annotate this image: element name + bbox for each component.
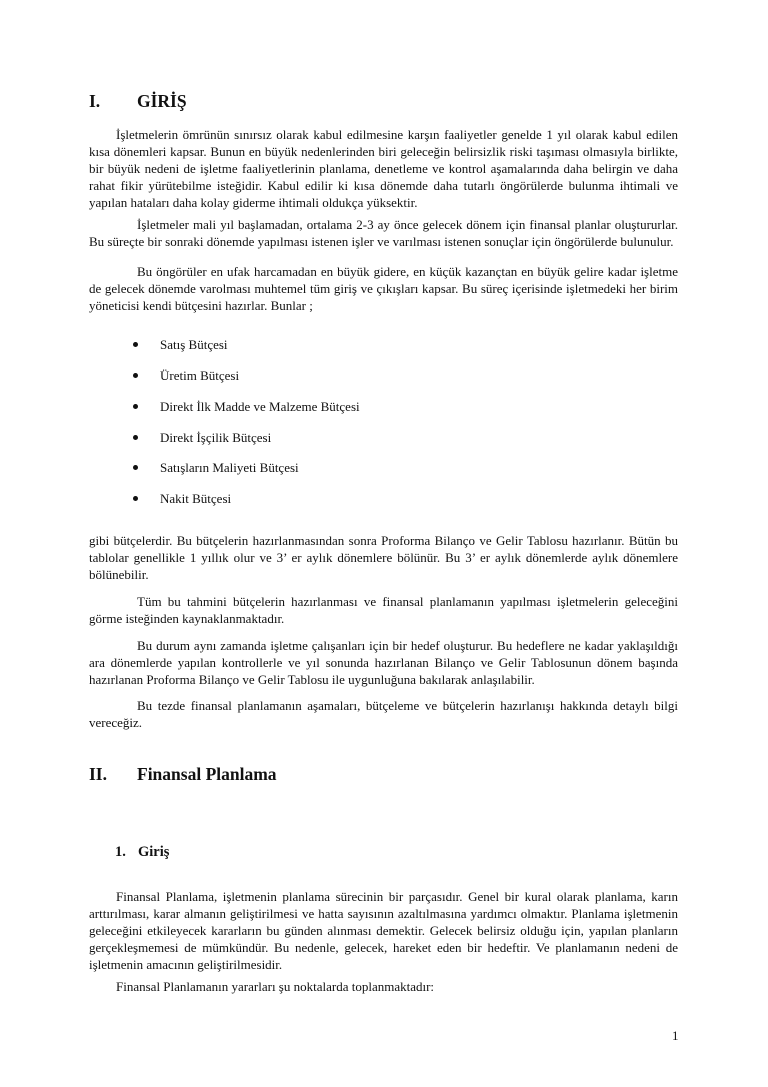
section-number: I. (89, 91, 101, 111)
subsection-number: 1. (115, 844, 126, 860)
subsection-heading-giris (115, 844, 169, 861)
bullet-icon (133, 496, 138, 501)
paragraph: İşletmeler mali yıl başlamadan, ortalama 2-3 ay önce gelecek dönem için finansal planlar oluştururlar. Bu süreçte bir sonraki dönemde yapılması istenen işler ve varılması istenen sonuçlar için öngörülerde bulunulur. (89, 217, 678, 249)
paragraph: gibi bütçelerdir. Bu bütçelerin hazırlanmasından sonra Proforma Bilanço ve Gelir Tablosu hazırlanır. Bütün bu tablolar genellikle 1 yıllık olur ve 3’ er aylık dönemlere bölünür. Bu 3’ er aylık dönemlerde aylık dönemlere bölünebilir. (89, 533, 678, 582)
bullet-icon (133, 373, 138, 378)
list-item: Nakit Bütçesi (89, 490, 678, 507)
paragraph: Tüm bu tahmini bütçelerin hazırlanması ve finansal planlamanın yapılması işletmelerin geleceğini görme isteğinden kaynaklanmaktadır. (89, 594, 678, 626)
list-item: Satışların Maliyeti Bütçesi (89, 459, 678, 476)
bullet-icon (133, 465, 138, 470)
bullet-icon (133, 404, 138, 409)
paragraph: Finansal Planlamanın yararları şu noktalarda toplanmaktadır: (116, 979, 435, 994)
bullet-icon (133, 342, 138, 347)
paragraph: Bu durum aynı zamanda işletme çalışanları için bir hedef oluşturur. Bu hedeflere ne kadar yaklaşıldığı ara dönemlerde yapılan kontrollerle ve yıl sonunda hazırlanan Bilanço ve Gelir Tablosunun dönem başında hazırlanan Proforma Bilanço ve Gelir Tablosu ile uygunluğuna bakılarak anlaşılabilir. (89, 638, 678, 687)
bullet-icon (133, 435, 138, 440)
list-item: Direkt İlk Madde ve Malzeme Bütçesi (89, 398, 678, 415)
section-heading-finansal-planlama (89, 764, 277, 784)
paragraph: Finansal Planlama, işletmenin planlama sürecinin bir parçasıdır. Genel bir kural olarak planlama, karın arttırılması, karar almanın geliştirilmesi ve hatta sayısının azaltılmasına yardımcı olmaktır. Planlama işletmenin geleceğini etkileyecek kararların bu günden alınması demektir. Gelecek belirsiz olduğu için, yapılan planların gerçekleşmemesi de mümkündür. Bu nedenle, gelecek, hareket eden bir hedeftir. Ve planlamanın nedeni de işletmenin amacının geliştirilmesidir. (89, 889, 678, 972)
section-heading-giris (89, 91, 187, 111)
list-item: Üretim Bütçesi (89, 367, 678, 384)
page-number: 1 (672, 1028, 679, 1043)
section-title: GİRİŞ (137, 91, 187, 111)
section-number: II. (89, 764, 107, 784)
subsection-title: Giriş (138, 844, 170, 860)
section-title: Finansal Planlama (137, 764, 277, 784)
list-item: Satış Bütçesi (89, 336, 678, 353)
list-item: Direkt İşçilik Bütçesi (89, 429, 678, 446)
paragraph: Bu tezde finansal planlamanın aşamaları, bütçeleme ve bütçelerin hazırlanışı hakkında detaylı bilgi vereceğiz. (89, 698, 678, 730)
paragraph: İşletmelerin ömrünün sınırsız olarak kabul edilmesine karşın faaliyetler genelde 1 yıl olarak kabul edilen kısa dönemleri kapsar. Bunun en büyük nedenlerinden biri geleceğin belirsizlik riski taşıması olmasıyla birlikte, bir büyük nedeni de işletme faaliyetlerinin planlama, denetleme ve kontrol aşamalarında daha belirgin ve daha rahat fikir yürütebilme isteğidir. Kabul edilir ki kısa dönemde daha tutarlı öngörülerde bulunma ihtimali ve yapılan hataları daha kolay giderme ihtimali oldukça yüksektir. (89, 127, 678, 210)
paragraph: Bu öngörüler en ufak harcamadan en büyük gidere, en küçük kazançtan en büyük gelire kadar işletme de gelecek dönemde varolması muhtemel tüm giriş ve çıkışları kapsar. Bu süreç içerisinde işletmedeki her birim yöneticisi kendi bütçesini hazırlar. Bunlar ; (89, 264, 678, 313)
